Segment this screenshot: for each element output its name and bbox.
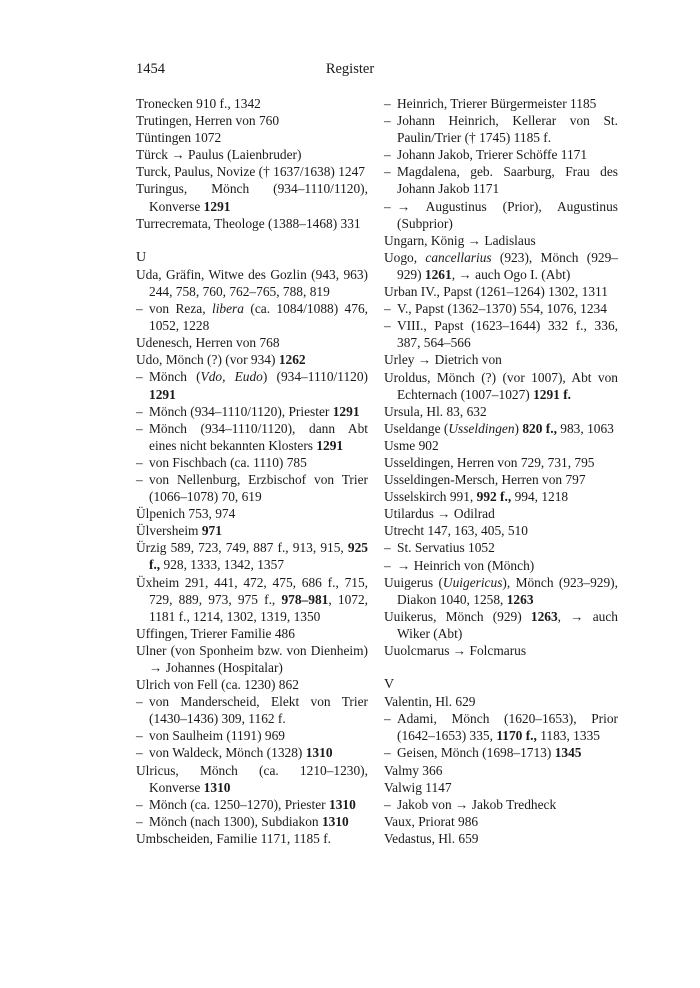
index-entry: Usseldingen, Herren von 729, 731, 795 (384, 454, 595, 470)
index-entry: Ülpenich 753, 974 (136, 506, 236, 522)
index-entry: Uuikerus, Mönch (929) 1263, → auch Wiker (Abt) (384, 608, 618, 641)
running-header-title: Register (325, 61, 375, 77)
index-entry: Uuolcmarus → Folcmarus (384, 643, 527, 658)
index-entry: Udenesch, Herren von 768 (136, 335, 280, 351)
index-entry: Ülversheim 971 (136, 523, 222, 539)
index-entry: Ürzig 589, 723, 749, 887 f., 913, 915, 925 f., 928, 1333, 1342, 1357 (136, 540, 368, 573)
index-entry: Trutingen, Herren von 760 (136, 113, 280, 129)
index-subentry: – Mönch (Vdo, Eudo) (934–1110/1120) 1291 (136, 369, 368, 402)
index-entry: Uffingen, Trierer Familie 486 (136, 625, 295, 641)
index-entry: Turck, Paulus, Novize († 1637/1638) 1247 (136, 164, 365, 180)
page-number: 1454 (136, 61, 165, 77)
index-entry: Usseldingen-Mersch, Herren von 797 (384, 472, 586, 488)
index-entry: Urley → Dietrich von (384, 352, 502, 368)
index-entry: Utilardus → Odilrad (384, 506, 495, 522)
index-entry: Ungarn, König → Ladislaus (384, 232, 536, 248)
section-letter-heading: U (136, 249, 147, 265)
index-entry: Udo, Mönch (?) (vor 934) 1262 (136, 352, 306, 368)
index-subentry: – Jakob von → Jakob Tredheck (384, 796, 557, 812)
index-entry: Ursula, Hl. 83, 632 (384, 403, 487, 419)
index-entry: Valmy 366 (384, 762, 443, 778)
index-subentry: – St. Servatius 1052 (384, 540, 495, 556)
section-letter-heading: V (384, 677, 395, 693)
index-entry: Türck → Paulus (Laienbruder) (136, 147, 302, 163)
index-entry: Turrecremata, Theologe (1388–1468) 331 (136, 215, 361, 231)
index-subentry: – von Nellenburg, Erzbischof von Trier (1066–1078) 70, 619 (136, 471, 368, 505)
index-subentry: – → Augustinus (Prior), Augustinus (Subprior) (384, 198, 618, 231)
index-subentry: – Mönch (934–1110/1120), dann Abt eines nicht bekannten Klosters 1291 (136, 420, 368, 453)
index-entry: Umbscheiden, Familie 1171, 1185 f. (136, 830, 332, 846)
index-subentry: – Mönch (ca. 1250–1270), Priester 1310 (136, 796, 356, 812)
index-subentry: – Mönch (nach 1300), Subdiakon 1310 (136, 813, 349, 829)
index-entry: Tüntingen 1072 (136, 130, 222, 146)
index-entry: Usme 902 (384, 437, 439, 453)
index-subentry: – von Manderscheid, Elekt von Trier (1430–1436) 309, 1162 f. (136, 694, 368, 727)
index-entry: Ulrich von Fell (ca. 1230) 862 (136, 677, 299, 693)
index-subentry: – Geisen, Mönch (1698–1713) 1345 (384, 745, 582, 761)
index-entry: Uogo, cancellarius (923), Mönch (929–929) 1261, → auch Ogo I. (Abt) (384, 249, 619, 282)
index-entry: Urban IV., Papst (1261–1264) 1302, 1311 (384, 284, 608, 300)
index-subentry: – Heinrich, Trierer Bürgermeister 1185 (384, 96, 597, 111)
index-subentry: – → Heinrich von (Mönch) (384, 557, 535, 573)
index-subentry: – von Reza, libera (ca. 1084/1088) 476, 1052, 1228 (136, 301, 368, 334)
index-entry: Valwig 1147 (384, 779, 452, 795)
index-subentry: – von Fischbach (ca. 1110) 785 (136, 454, 307, 470)
index-subentry: – Magdalena, geb. Saarburg, Frau des Johann Jakob 1171 (384, 164, 618, 197)
index-subentry: – V., Papst (1362–1370) 554, 1076, 1234 (384, 301, 607, 317)
index-subentry: – Adami, Mönch (1620–1653), Prior (1642–1653) 335, 1170 f., 1183, 1335 (384, 711, 618, 744)
index-entry: Valentin, Hl. 629 (384, 694, 476, 710)
index-entry: Tronecken 910 f., 1342 (136, 96, 261, 111)
index-subentry: – Mönch (934–1110/1120), Priester 1291 (136, 403, 360, 419)
index-entry: Uuigerus (Uuigericus), Mönch (923–929), Diakon 1040, 1258, 1263 (384, 574, 618, 607)
index-column-left (136, 95, 368, 847)
index-entry: Uroldus, Mönch (?) (vor 1007), Abt von Echternach (1007–1027) 1291 f. (384, 369, 618, 402)
index-entry: Üxheim 291, 441, 472, 475, 686 f., 715, 729, 889, 973, 975 f., 978–981, 1072, 1181 f., 1214, 1302, 1319, 1350 (136, 574, 369, 624)
index-column-right (384, 95, 618, 847)
index-entry: Uda, Gräfin, Witwe des Gozlin (943, 963) 244, 758, 760, 762–765, 788, 819 (136, 266, 368, 299)
index-subentry: – VIII., Papst (1623–1644) 332 f., 336, 387, 564–566 (384, 318, 618, 351)
index-subentry: – von Waldeck, Mönch (1328) 1310 (136, 745, 333, 761)
index-subentry: – von Saulheim (1191) 969 (136, 728, 285, 744)
index-entry: Usselskirch 991, 992 f., 994, 1218 (384, 489, 569, 505)
index-subentry: – Johann Jakob, Trierer Schöffe 1171 (384, 147, 588, 163)
index-entry: Ulner (von Sponheim bzw. von Dienheim) → Johannes (Hospitalar) (136, 642, 368, 675)
index-entry: Vedastus, Hl. 659 (384, 830, 479, 846)
index-entry: Useldange (Usseldingen) 820 f., 983, 1063 (384, 420, 614, 436)
index-entry: Vaux, Priorat 986 (384, 813, 479, 829)
index-entry: Turingus, Mönch (934–1110/1120), Konverse 1291 (136, 181, 368, 214)
index-entry: Ulricus, Mönch (ca. 1210–1230), Konverse 1310 (136, 762, 368, 795)
index-entry: Utrecht 147, 163, 405, 510 (384, 523, 528, 539)
index-subentry: – Johann Heinrich, Kellerar von St. Paulin/Trier († 1745) 1185 f. (384, 113, 618, 146)
